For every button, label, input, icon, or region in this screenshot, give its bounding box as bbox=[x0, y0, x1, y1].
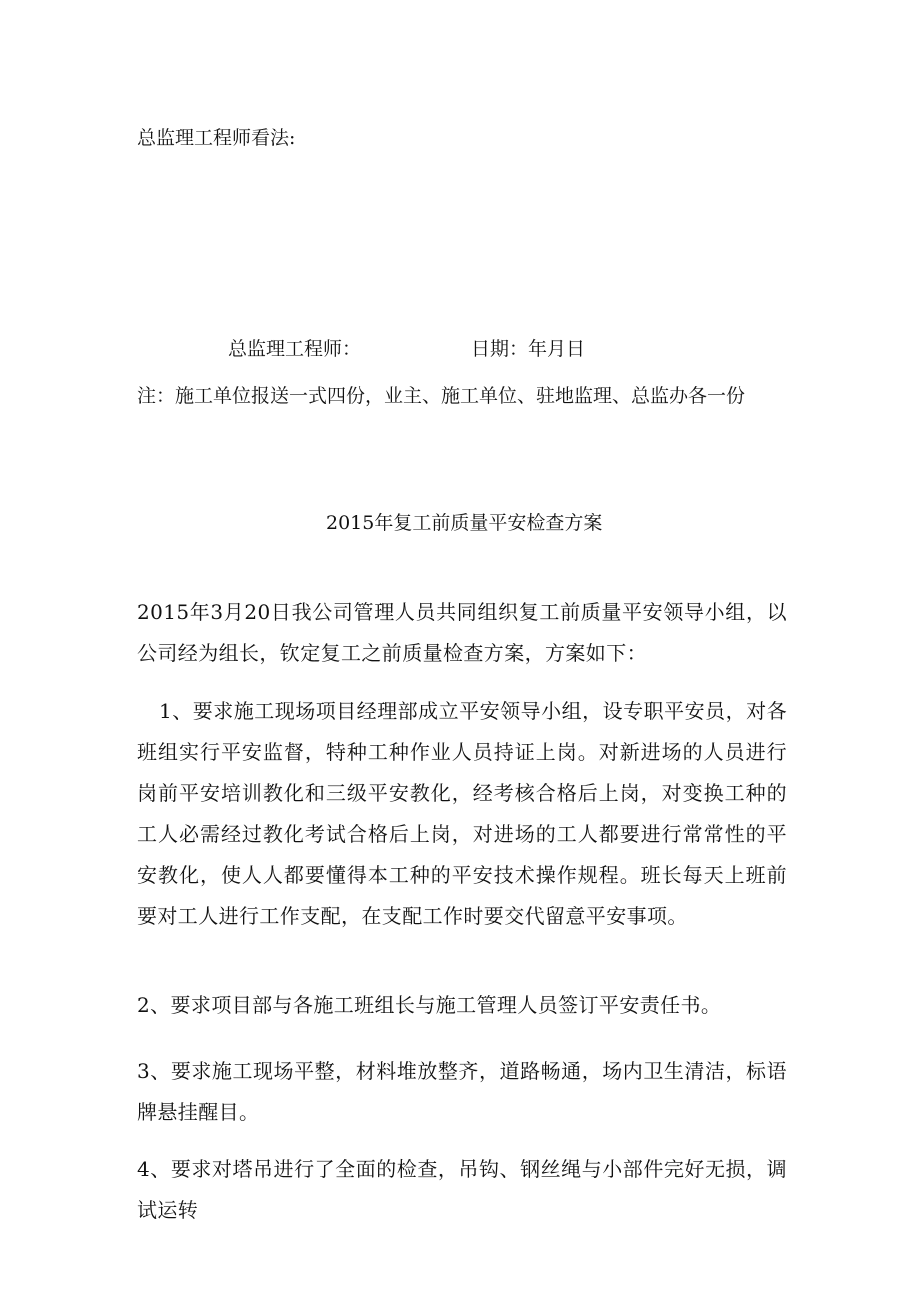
distribution-note: 注：施工单位报送一式四份，业主、施工单位、驻地监理、总监办各一份 bbox=[137, 385, 746, 407]
plan-title: 2015年复工前质量平安检查方案 bbox=[326, 512, 603, 534]
plan-item-4: 4、要求对塔吊进行了全面的检查，吊钩、钢丝绳与小部件完好无损，调试运转 bbox=[137, 1157, 787, 1222]
plan-item-3: 3、要求施工现场平整，材料堆放整齐，道路畅通，场内卫生清洁，标语牌悬挂醒目。 bbox=[137, 1059, 787, 1124]
date-label: 日期：年月日 bbox=[471, 338, 586, 360]
plan-item-2: 2、要求项目部与各施工班组长与施工管理人员签订平安责任书。 bbox=[137, 993, 722, 1017]
signature-label: 总监理工程师： bbox=[228, 338, 362, 360]
plan-item-1: 1、要求施工现场项目经理部成立平安领导小组，设专职平安员，对各班组实行平安监督，特种工种作业人员持证上岗。对新进场的人员进行岗前平安培训教化和三级平安教化，经考核合格后上岗，对变换工种的工人必需经过教化考试合格后上岗，对进场的工人都要进行常常性的平安教化，使人人都要懂得本工种的平安技术操作规程。班长每天上班前要对工人进行工作支配，在支配工作时要交代留意平安事项。 bbox=[137, 699, 787, 928]
opinion-heading: 总监理工程师看法: bbox=[137, 127, 296, 149]
plan-intro: 2015年3月20日我公司管理人员共同组织复工前质量平安领导小组，以公司经为组长，钦定复工之前质量检查方案，方案如下： bbox=[137, 600, 787, 665]
